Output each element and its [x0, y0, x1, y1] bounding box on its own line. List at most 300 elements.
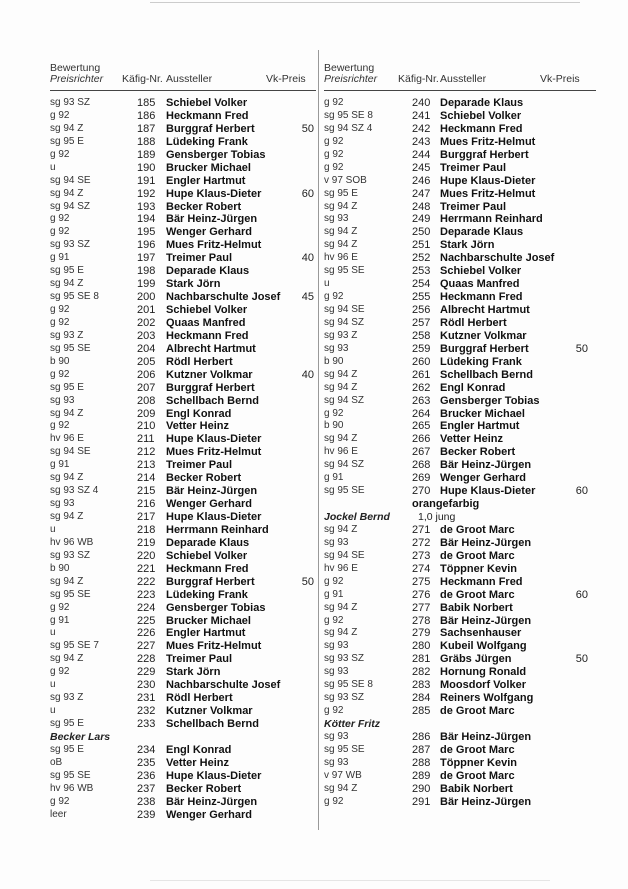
aussteller-cell: Heckmann Fred — [166, 109, 249, 122]
bewertung-cell: sg 95 SE — [324, 265, 365, 277]
aussteller-cell: Rödl Herbert — [440, 316, 507, 329]
bewertung-cell: sg 94 SE — [50, 446, 91, 458]
table-row — [50, 472, 316, 485]
table-row — [324, 188, 596, 201]
kaefig-nr-cell: 190 — [137, 161, 156, 174]
aussteller-cell: Sachsenhauser — [440, 627, 522, 640]
column-divider — [318, 50, 319, 830]
table-row — [50, 524, 316, 537]
bewertung-cell: u — [50, 679, 56, 691]
aussteller-cell: Bär Heinz-Jürgen — [440, 459, 532, 472]
table-row — [324, 304, 596, 317]
table-row — [324, 757, 596, 770]
kaefig-nr-cell: 229 — [137, 666, 156, 679]
aussteller-cell: Wenger Gerhard — [440, 472, 526, 485]
kaefig-nr-cell: 225 — [137, 614, 156, 627]
header-bewertung: Bewertung — [324, 62, 375, 74]
table-row — [324, 563, 596, 576]
table-row — [324, 679, 596, 692]
table-row — [50, 162, 316, 175]
aussteller-cell: Quaas Manfred — [440, 278, 520, 291]
table-row — [50, 395, 316, 408]
bewertung-cell: sg 93 — [324, 536, 349, 548]
bewertung-cell: sg 94 Z — [324, 433, 358, 445]
table-row — [50, 640, 316, 653]
aussteller-cell: Becker Robert — [166, 782, 242, 795]
aussteller-cell: Heckmann Fred — [440, 291, 523, 304]
table-row — [324, 433, 596, 446]
aussteller-cell: Töppner Kevin — [440, 562, 518, 575]
vk-preis-cell: 50 — [301, 122, 314, 135]
bewertung-cell: sg 94 Z — [324, 200, 358, 212]
kaefig-nr-cell: 272 — [412, 536, 431, 549]
vk-preis-cell: 40 — [301, 368, 314, 381]
bewertung-cell: sg 94 SZ — [324, 394, 365, 406]
aussteller-cell: Brucker Michael — [166, 614, 251, 627]
aussteller-cell: Burggraf Herbert — [166, 381, 255, 394]
aussteller-cell: Hupe Klaus-Dieter — [166, 187, 262, 200]
scan-edge-line — [150, 2, 580, 3]
bewertung-cell: g 91 — [50, 614, 70, 626]
table-row — [50, 783, 316, 796]
vk-preis-cell: 45 — [301, 291, 314, 304]
bewertung-cell: sg 94 Z — [324, 523, 358, 535]
kaefig-nr-cell: 241 — [412, 109, 431, 122]
kaefig-nr-cell: 236 — [137, 769, 156, 782]
bewertung-cell: sg 94 Z — [50, 122, 84, 134]
aussteller-cell: Kutzner Volkmar — [166, 705, 253, 718]
kaefig-nr-cell: 284 — [412, 692, 431, 705]
scan-edge-line-bottom — [150, 880, 550, 881]
table-row — [50, 265, 316, 278]
table-row — [50, 809, 316, 822]
kaefig-nr-cell: 211 — [137, 433, 155, 446]
bewertung-cell: u — [50, 627, 56, 639]
bewertung-cell: oB — [50, 756, 63, 768]
table-row — [324, 382, 596, 395]
aussteller-cell: Bär Heinz-Jürgen — [166, 795, 258, 808]
bewertung-cell: sg 95 E — [50, 135, 84, 147]
bewertung-cell: sg 95 SE — [50, 342, 91, 354]
table-row — [50, 369, 316, 382]
table-row — [50, 408, 316, 421]
bewertung-cell: u — [50, 523, 56, 535]
aussteller-cell: Burggraf Herbert — [166, 575, 255, 588]
aussteller-cell: Albrecht Hartmut — [166, 342, 256, 355]
aussteller-cell: Treimer Paul — [440, 200, 507, 213]
bewertung-cell: sg 94 SE — [324, 549, 365, 561]
kaefig-nr-cell: 186 — [137, 109, 156, 122]
note-row — [324, 498, 596, 511]
table-row — [324, 291, 596, 304]
table-row — [50, 589, 316, 602]
table-row — [50, 576, 316, 589]
table-row — [324, 317, 596, 330]
kaefig-nr-cell: 291 — [412, 795, 431, 808]
aussteller-cell: Albrecht Hartmut — [440, 304, 530, 316]
bewertung-cell: hv 96 WB — [50, 536, 94, 548]
bewertung-cell: g 92 — [324, 161, 344, 173]
kaefig-nr-cell: 279 — [412, 627, 431, 640]
aussteller-cell: Vetter Heinz — [440, 433, 503, 446]
aussteller-cell: Schellbach Bernd — [440, 368, 533, 381]
vk-preis-cell: 50 — [575, 342, 588, 355]
bewertung-cell: sg 95 SE 8 — [324, 109, 373, 121]
bewertung-cell: sg 93 — [324, 756, 349, 768]
bewertung-cell: g 92 — [324, 795, 344, 807]
preisrichter-name: Becker Lars — [50, 730, 111, 743]
bewertung-cell: g 92 — [50, 795, 70, 807]
aussteller-cell: Engl Konrad — [166, 743, 232, 756]
kaefig-nr-cell: 218 — [137, 523, 156, 536]
right-column-header — [324, 62, 596, 91]
table-row — [50, 563, 316, 576]
aussteller-cell: Schiebel Volker — [166, 549, 248, 562]
header-bewertung: Bewertung — [50, 62, 101, 74]
bewertung-cell: g 92 — [50, 213, 70, 225]
kaefig-nr-cell: 209 — [137, 407, 156, 420]
aussteller-cell: Treimer Paul — [166, 252, 233, 265]
aussteller-cell: Burggraf Herbert — [440, 342, 529, 355]
bewertung-cell: sg 95 SE — [324, 743, 365, 755]
judge-row — [50, 731, 316, 744]
aussteller-cell: Mues Fritz-Helmut — [440, 135, 536, 148]
aussteller-cell: Babik Norbert — [440, 782, 513, 795]
bewertung-cell: hv 96 E — [50, 433, 84, 445]
table-row — [50, 123, 316, 136]
bewertung-cell: sg 94 Z — [50, 187, 84, 199]
table-row — [50, 356, 316, 369]
table-row — [324, 524, 596, 537]
aussteller-cell: Burggraf Herbert — [166, 122, 255, 135]
table-row — [50, 278, 316, 291]
aussteller-cell: Treimer Paul — [166, 459, 233, 472]
aussteller-cell: Kutzner Volkmar — [440, 329, 527, 342]
table-row — [50, 666, 316, 679]
aussteller-cell: Engler Hartmut — [166, 627, 246, 640]
bewertung-cell: sg 93 — [324, 666, 349, 678]
aussteller-cell: Nachbarschulte Josef — [166, 679, 281, 692]
table-row — [324, 783, 596, 796]
bewertung-cell: b 90 — [50, 355, 70, 367]
table-row — [324, 589, 596, 602]
vk-preis-cell: 60 — [301, 187, 314, 200]
kaefig-nr-cell: 259 — [412, 342, 431, 355]
aussteller-cell: Gensberger Tobias — [166, 601, 266, 614]
bewertung-cell: g 92 — [324, 407, 344, 419]
bewertung-cell: sg 94 Z — [50, 472, 84, 484]
bewertung-cell: sg 94 Z — [324, 627, 358, 639]
bewertung-cell: sg 93 SZ — [50, 239, 91, 251]
table-row — [324, 744, 596, 757]
kaefig-nr-cell: 288 — [412, 756, 431, 769]
kaefig-nr-cell: 205 — [137, 355, 156, 368]
kaefig-nr-cell: 200 — [137, 291, 156, 304]
bewertung-cell: sg 93 SZ — [324, 692, 365, 704]
bewertung-cell: sg 94 SZ — [324, 459, 365, 471]
bewertung-cell: g 92 — [50, 368, 70, 380]
aussteller-cell: Schiebel Volker — [440, 265, 522, 278]
aussteller-cell: Deparade Klaus — [166, 536, 250, 549]
table-row — [324, 330, 596, 343]
aussteller-cell: Becker Robert — [166, 472, 242, 485]
bewertung-cell: g 91 — [324, 472, 344, 484]
aussteller-cell: Mues Fritz-Helmut — [166, 239, 262, 252]
kaefig-nr-cell: 290 — [412, 782, 431, 795]
kaefig-nr-cell: 255 — [412, 291, 431, 304]
aussteller-cell: Heckmann Fred — [166, 562, 249, 575]
kaefig-nr-cell: 237 — [137, 782, 156, 795]
table-row — [324, 796, 596, 809]
header-preisrichter: Preisrichter — [50, 73, 104, 85]
aussteller-cell: Bär Heinz-Jürgen — [440, 730, 532, 743]
kaefig-nr-cell: 254 — [412, 278, 431, 291]
kaefig-nr-cell: 232 — [137, 705, 156, 718]
kaefig-nr-cell: 231 — [137, 692, 156, 705]
table-row — [50, 770, 316, 783]
kaefig-nr-cell: 228 — [137, 653, 156, 666]
kaefig-nr-cell: 233 — [137, 718, 156, 730]
kaefig-nr-cell: 274 — [412, 562, 431, 575]
bewertung-cell: sg 94 Z — [50, 407, 84, 419]
aussteller-cell: Lüdeking Frank — [166, 588, 248, 601]
table-row — [324, 395, 596, 408]
kaefig-nr-cell: 217 — [137, 511, 156, 523]
bewertung-cell: g 91 — [50, 459, 70, 471]
kaefig-nr-cell: 195 — [137, 226, 156, 239]
bewertung-cell: sg 94 SE — [50, 174, 91, 186]
bewertung-cell: g 92 — [324, 97, 344, 108]
aussteller-cell: Bär Heinz-Jürgen — [166, 485, 258, 498]
aussteller-cell: Becker Robert — [166, 200, 242, 213]
aussteller-cell: Treimer Paul — [166, 653, 233, 666]
header-aussteller: Aussteller — [440, 73, 487, 85]
aussteller-cell: Hornung Ronald — [440, 666, 527, 679]
table-row — [324, 627, 596, 640]
aussteller-cell: Gensberger Tobias — [440, 394, 540, 407]
aussteller-cell: de Groot Marc — [440, 523, 515, 536]
bewertung-cell: g 92 — [50, 304, 70, 315]
aussteller-cell: Hupe Klaus-Dieter — [440, 485, 536, 498]
table-row — [324, 162, 596, 175]
kaefig-nr-cell: 252 — [412, 252, 431, 265]
bewertung-cell: sg 94 Z — [324, 226, 358, 238]
kaefig-nr-cell: 251 — [412, 239, 431, 252]
kaefig-nr-cell: 268 — [412, 459, 431, 472]
table-row — [50, 304, 316, 317]
table-row — [50, 602, 316, 615]
kaefig-nr-cell: 210 — [137, 420, 156, 433]
table-row — [324, 770, 596, 783]
aussteller-cell: Becker Robert — [440, 446, 516, 459]
kaefig-nr-cell: 224 — [137, 601, 156, 614]
bewertung-cell: sg 95 SE 8 — [324, 679, 373, 691]
table-row — [50, 550, 316, 563]
aussteller-cell: Brucker Michael — [166, 161, 251, 174]
table-row — [324, 226, 596, 239]
kaefig-nr-cell: 230 — [137, 679, 156, 692]
table-row — [50, 382, 316, 395]
table-row — [50, 252, 316, 265]
aussteller-cell: de Groot Marc — [440, 769, 515, 782]
bewertung-cell: g 92 — [324, 614, 344, 626]
aussteller-cell: Herrmann Reinhard — [440, 213, 543, 226]
aussteller-cell: Treimer Paul — [440, 161, 507, 174]
bewertung-cell: g 92 — [50, 148, 70, 160]
kaefig-nr-cell: 280 — [412, 640, 431, 653]
table-row — [50, 226, 316, 239]
table-row — [324, 615, 596, 628]
bewertung-cell: g 91 — [324, 588, 344, 600]
header-vk-preis: Vk-Preis — [266, 73, 306, 85]
aussteller-cell: Burggraf Herbert — [440, 148, 529, 161]
preisrichter-name: Jockel Bernd — [324, 511, 390, 523]
kaefig-nr-cell: 282 — [412, 666, 431, 679]
kaefig-nr-cell: 226 — [137, 627, 156, 640]
header-preisrichter: Preisrichter — [324, 73, 378, 85]
kaefig-nr-cell: 216 — [137, 498, 156, 511]
table-row — [50, 239, 316, 252]
bewertung-cell: u — [50, 161, 56, 173]
kaefig-nr-cell: 202 — [137, 316, 156, 329]
kaefig-nr-cell: 269 — [412, 472, 431, 485]
bewertung-cell: sg 95 E — [50, 265, 84, 277]
kaefig-nr-cell: 207 — [137, 381, 156, 394]
table-row — [324, 653, 596, 666]
kaefig-nr-cell: 189 — [137, 148, 156, 161]
aussteller-cell: Kubeil Wolfgang — [440, 640, 527, 653]
table-row — [50, 420, 316, 433]
aussteller-cell: Deparade Klaus — [166, 265, 250, 278]
bewertung-cell: sg 93 Z — [50, 692, 84, 704]
bewertung-cell: sg 93 — [50, 394, 75, 406]
kaefig-nr-cell: 250 — [412, 226, 431, 239]
aussteller-cell: Stark Jörn — [166, 666, 221, 679]
vk-preis-cell: 40 — [301, 252, 314, 265]
table-row — [50, 537, 316, 550]
bewertung-cell: sg 94 Z — [324, 782, 358, 794]
aussteller-cell: Schiebel Volker — [440, 109, 522, 122]
aussteller-cell: Nachbarschulte Josef — [440, 252, 555, 265]
table-row — [324, 265, 596, 278]
table-row — [324, 175, 596, 188]
kaefig-nr-cell: 240 — [412, 97, 431, 109]
bewertung-cell: sg 94 Z — [324, 368, 358, 380]
kaefig-nr-cell: 220 — [137, 549, 156, 562]
kaefig-nr-cell: 246 — [412, 174, 431, 187]
bewertung-cell: g 92 — [50, 666, 70, 678]
table-row — [324, 213, 596, 226]
table-row — [324, 110, 596, 123]
aussteller-cell: Wenger Gerhard — [166, 808, 252, 821]
table-row — [50, 757, 316, 770]
kaefig-nr-cell: 203 — [137, 329, 156, 342]
table-row — [50, 718, 316, 731]
bewertung-cell: hv 96 E — [324, 252, 358, 264]
aussteller-cell: Töppner Kevin — [440, 756, 518, 769]
table-row — [50, 511, 316, 524]
bewertung-cell: sg 93 SZ — [50, 549, 91, 561]
table-row — [324, 550, 596, 563]
bewertung-cell: sg 95 SE — [324, 485, 365, 497]
kaefig-nr-cell: 270 — [412, 485, 431, 498]
bewertung-cell: sg 94 Z — [324, 601, 358, 613]
vk-preis-cell: 60 — [575, 485, 588, 498]
table-row — [50, 110, 316, 123]
kaefig-nr-cell: 191 — [137, 174, 156, 187]
kaefig-nr-cell: 198 — [137, 265, 156, 278]
table-row — [324, 420, 596, 433]
aussteller-cell: Lüdeking Frank — [166, 135, 248, 148]
table-row — [324, 576, 596, 589]
aussteller-cell: de Groot Marc — [440, 588, 515, 601]
aussteller-cell: Moosdorf Volker — [440, 679, 526, 692]
table-row — [324, 97, 596, 110]
kaefig-nr-cell: 285 — [412, 705, 431, 718]
vk-preis-cell: 60 — [575, 588, 588, 601]
aussteller-cell: Hupe Klaus-Dieter — [166, 511, 262, 523]
kaefig-nr-cell: 248 — [412, 200, 431, 213]
bewertung-cell: sg 95 SE — [50, 588, 91, 600]
table-row — [50, 796, 316, 809]
bewertung-cell: sg 93 SZ — [324, 653, 365, 665]
aussteller-cell: Mues Fritz-Helmut — [166, 446, 262, 459]
bewertung-cell: b 90 — [324, 355, 344, 367]
bewertung-cell: sg 94 Z — [324, 239, 358, 251]
bewertung-cell: g 92 — [50, 226, 70, 238]
aussteller-cell: de Groot Marc — [440, 705, 515, 718]
bewertung-cell: sg 95 E — [50, 381, 84, 393]
bewertung-cell: sg 93 — [324, 213, 349, 225]
aussteller-cell: de Groot Marc — [440, 549, 515, 562]
kaefig-nr-cell: 271 — [412, 523, 431, 536]
aussteller-cell: Mues Fritz-Helmut — [166, 640, 262, 653]
kaefig-nr-cell: 242 — [412, 122, 431, 135]
table-row — [324, 149, 596, 162]
bewertung-cell: sg 94 Z — [324, 381, 358, 393]
kaefig-nr-cell: 227 — [137, 640, 156, 653]
table-row — [50, 679, 316, 692]
kaefig-nr-cell: 286 — [412, 730, 431, 743]
aussteller-cell: Gräbs Jürgen — [440, 653, 512, 666]
aussteller-cell: Stark Jörn — [440, 239, 495, 252]
kaefig-nr-cell: 221 — [137, 562, 156, 575]
kaefig-nr-cell: 283 — [412, 679, 431, 692]
kaefig-nr-cell: 196 — [137, 239, 156, 252]
left-column — [50, 62, 316, 822]
kaefig-nr-cell: 287 — [412, 743, 431, 756]
table-row — [324, 666, 596, 679]
kaefig-nr-cell: 214 — [137, 472, 156, 485]
aussteller-cell: Rödl Herbert — [166, 355, 233, 368]
bewertung-cell: sg 93 Z — [50, 329, 84, 341]
header-aussteller: Aussteller — [166, 73, 213, 85]
table-row — [50, 498, 316, 511]
kaefig-nr-cell: 273 — [412, 549, 431, 562]
aussteller-cell: Bär Heinz-Jürgen — [166, 213, 258, 226]
kaefig-nr-cell: 261 — [412, 368, 431, 381]
table-row — [50, 213, 316, 226]
kaefig-nr-cell: 262 — [412, 381, 431, 394]
kaefig-nr-cell: 267 — [412, 446, 431, 459]
table-row — [324, 123, 596, 136]
header-kaefig-nr: Käfig-Nr. — [398, 73, 439, 85]
bewertung-cell: sg 93 — [324, 730, 349, 742]
bewertung-cell: sg 94 SZ — [324, 316, 365, 328]
header-kaefig-nr: Käfig-Nr. — [122, 73, 163, 85]
aussteller-cell: Engler Hartmut — [440, 420, 520, 433]
vk-preis-cell: 50 — [575, 653, 588, 666]
